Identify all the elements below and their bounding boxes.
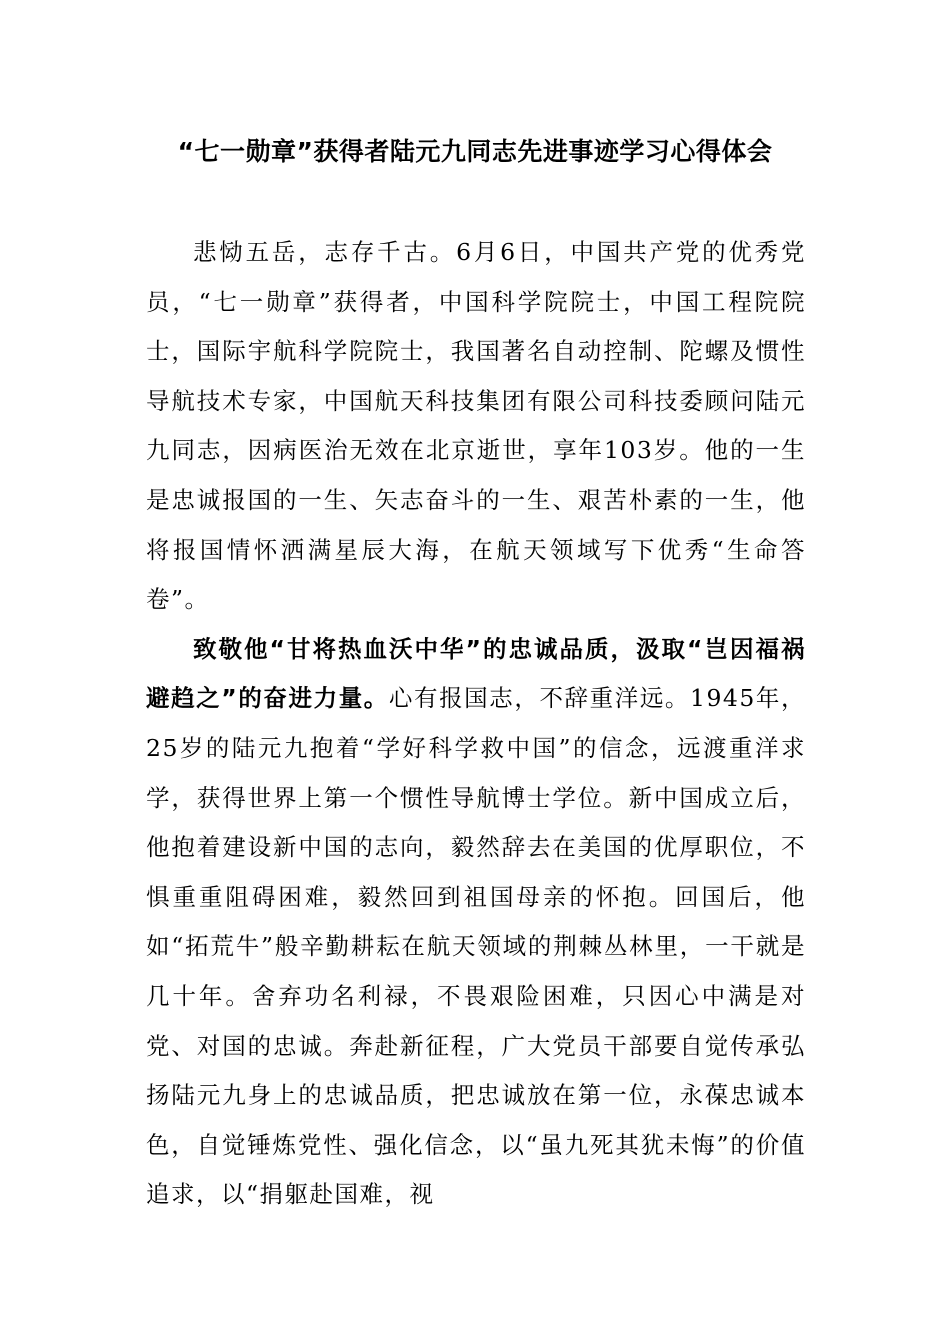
document-title: “七一勋章”获得者陆元九同志先进事迹学习心得体会 [177,137,773,166]
paragraph-loyalty [146,625,806,1220]
paragraph-intro [146,228,806,625]
document-body [146,228,806,1220]
paragraph-text: 悲恸五岳，志存千古。6月6日，中国共产党的优秀党员，“七一勋章”获得者，中国科学院院士，中国工程院院士，国际宇航科学院院士，我国著名自动控制、陀螺及惯性导航技术专家，中国航天科技集团有限公司科技委顾问陆元九同志，因病医治无效在北京逝世，享年103岁。他的一生是忠诚报国的一生、矢志奋斗的一生、艰苦朴素的一生，他将报国情怀洒满星辰大海，在航天领域写下优秀“生命答卷”。 [146,238,806,614]
paragraph-lead: 致敬他“甘将热血沃中华”的忠诚品质，汲取“岂因福祸避趋之”的奋进力量。 [146,634,806,713]
paragraph-text: 心有报国志，不辞重洋远。1945年，25岁的陆元九抱着“学好科学救中国”的信念，远渡重洋求学，获得世界上第一个惯性导航博士学位。新中国成立后，他抱着建设新中国的志向，毅然辞去在美国的优厚职位，不惧重重阻碍困难，毅然回到祖国母亲的怀抱。回国后，他如“拓荒牛”般辛勤耕耘在航天领域的荆棘丛林里，一干就是几十年。舍弃功名利禄，不畏艰险困难，只因心中满是对党、对国的忠诚。奔赴新征程，广大党员干部要自觉传承弘扬陆元九身上的忠诚品质，把忠诚放在第一位，永葆忠诚本色，自觉锤炼党性、强化信念，以“虽九死其犹未悔”的价值追求，以“捐躯赴国难，视 [146,684,806,1209]
